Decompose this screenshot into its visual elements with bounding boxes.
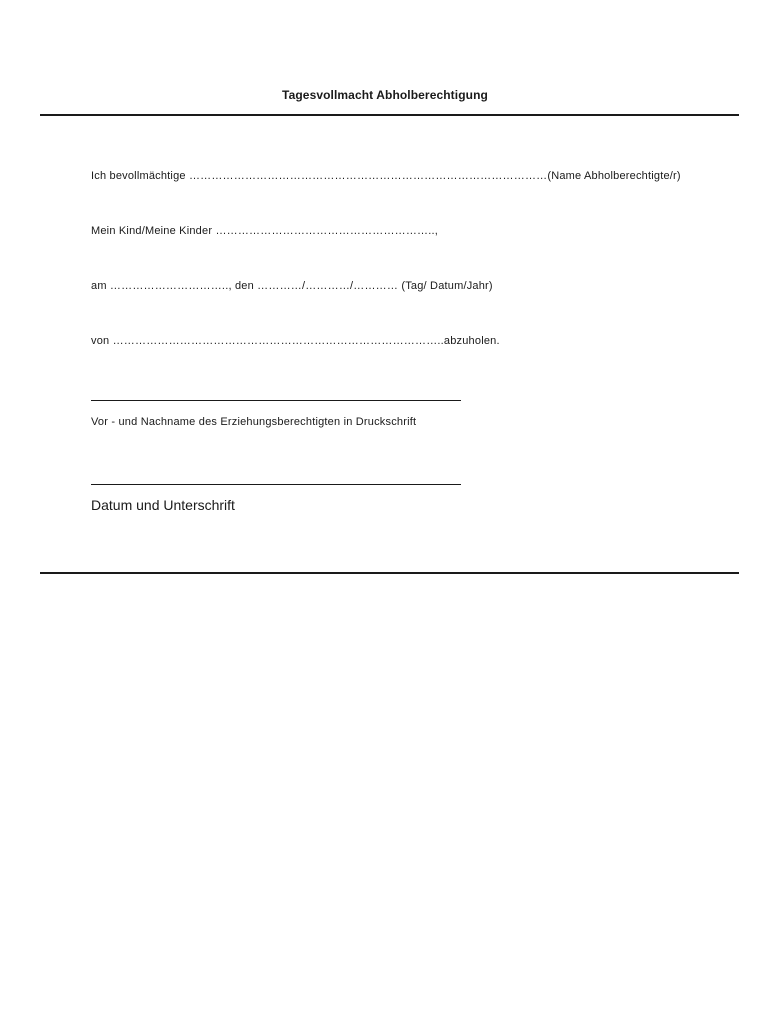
- children-line: Mein Kind/Meine Kinder …………………………………………………..,: [91, 225, 439, 237]
- signature-label: Datum und Unterschrift: [91, 497, 235, 513]
- pickup-location-line: von ……………………………………………………………………………..abzuholen.: [91, 335, 500, 347]
- date-line: am ………………………….., den …………/…………/………… (Tag/ Datum/Jahr): [91, 280, 493, 292]
- guardian-name-label: Vor - und Nachname des Erziehungsberechtigten in Druckschrift: [91, 416, 417, 428]
- top-divider: [40, 114, 739, 116]
- bottom-divider: [40, 572, 739, 574]
- date-signature-line: [91, 484, 461, 485]
- authorized-person-line: Ich bevollmächtige ……………………………………………………………………………………(Name Abholberechtigte/r): [91, 170, 681, 182]
- guardian-name-signature-line: [91, 400, 461, 401]
- document-title: Tagesvollmacht Abholberechtigung: [282, 88, 488, 102]
